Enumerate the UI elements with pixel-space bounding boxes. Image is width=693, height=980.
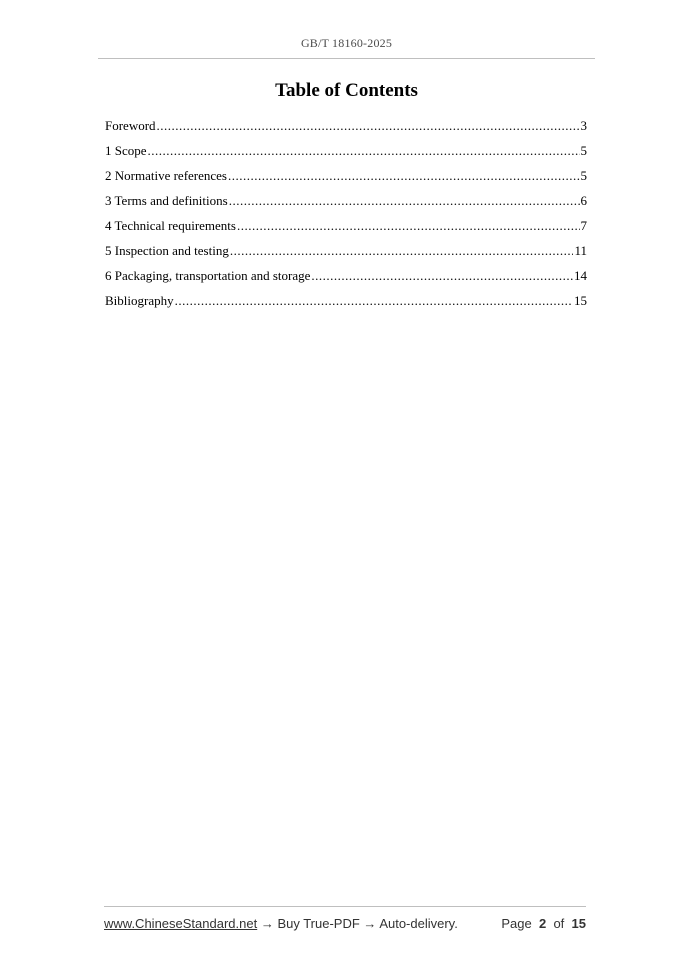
page-current: 2 [538,916,547,931]
toc-entry-label: 6 Packaging, transportation and storage [105,268,311,283]
arrow-icon: → [359,916,380,931]
delivery-text: Auto-delivery. [379,916,458,931]
toc-entry-label: 2 Normative references [105,168,227,183]
toc-entry-inspection-testing[interactable] [105,242,587,267]
toc-entry-label: 1 Scope [105,143,147,158]
arrow-icon: → [257,916,278,931]
toc-list [105,117,587,317]
toc-entry-page: 14 [574,268,587,283]
dot-leader [237,217,580,235]
toc-entry-technical-requirements[interactable] [105,217,587,242]
toc-entry-page: 11 [574,243,587,258]
toc-entry-bibliography[interactable] [105,292,587,317]
page-label: Page [501,916,532,931]
page-footer [104,916,586,931]
toc-entry-label: Foreword [105,118,156,133]
site-link[interactable]: www.ChineseStandard.net [104,916,258,931]
toc-entry-label: Bibliography [105,293,174,308]
running-header: GB/T 18160-2025 [300,36,393,50]
toc-entry-normative-references[interactable] [105,167,587,192]
footer-divider [104,906,586,907]
toc-entry-page: 7 [580,218,587,233]
toc-entry-scope[interactable] [105,142,587,167]
dot-leader [311,267,573,285]
footer-promo [104,916,458,931]
of-label: of [553,916,565,931]
page-total: 15 [571,916,586,931]
dot-leader [157,117,580,135]
header-divider [98,58,595,59]
dot-leader [230,242,574,260]
toc-entry-terms-definitions[interactable] [105,192,587,217]
toc-entry-label: 3 Terms and definitions [105,193,228,208]
toc-entry-page: 5 [580,143,587,158]
dot-leader [175,292,573,310]
toc-entry-page: 5 [580,168,587,183]
toc-entry-foreword[interactable] [105,117,587,142]
toc-entry-page: 3 [580,118,587,133]
page-indicator [501,916,586,931]
toc-entry-label: 4 Technical requirements [105,218,236,233]
toc-entry-label: 5 Inspection and testing [105,243,229,258]
toc-title: Table of Contents [275,80,418,101]
dot-leader [148,142,580,160]
toc-entry-page: 15 [574,293,587,308]
buy-text: Buy True-PDF [277,916,360,931]
toc-entry-page: 6 [580,193,587,208]
toc-entry-packaging[interactable] [105,267,587,292]
dot-leader [228,167,580,185]
dot-leader [229,192,580,210]
